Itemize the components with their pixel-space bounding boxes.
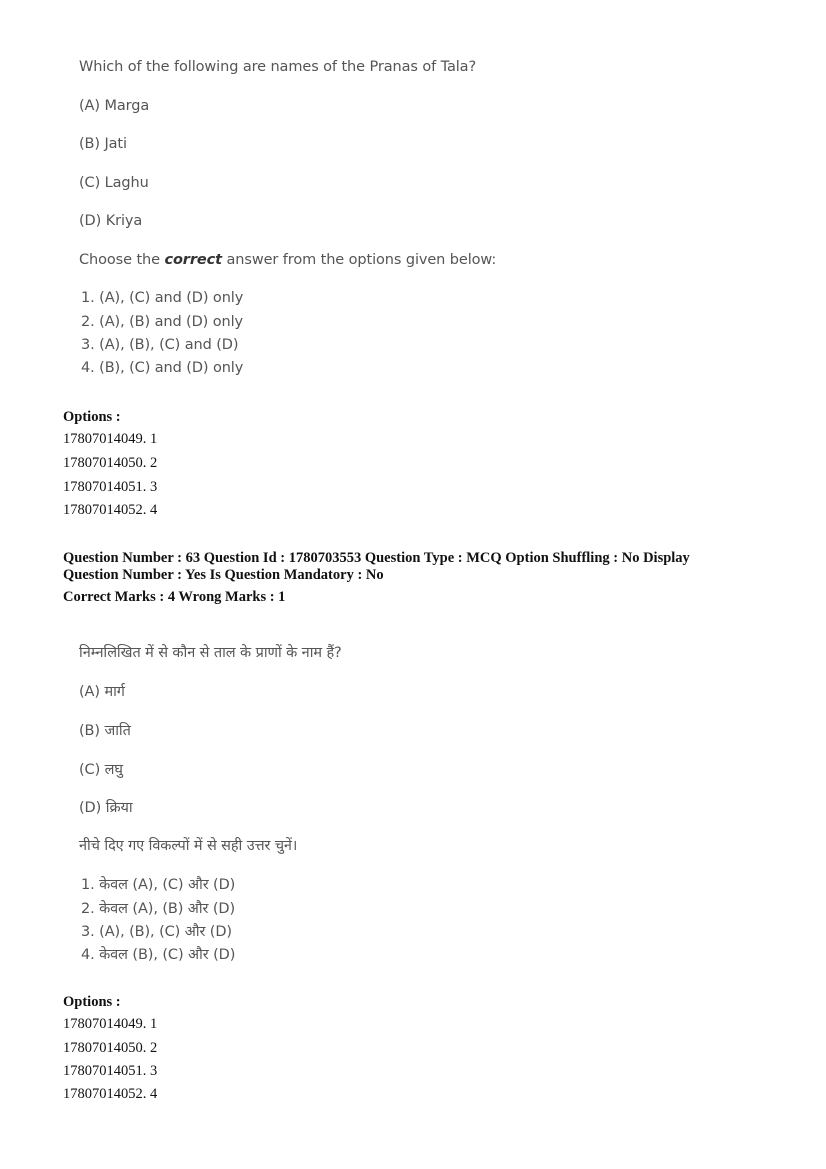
options-label: Options : <box>63 994 121 1010</box>
question-meta-line-2: Question Number : Yes Is Question Mandatory : No <box>63 567 384 583</box>
question-stem: Which of the following are names of the Pranas of Tala? <box>79 59 477 75</box>
choice-2: 2. केवल (A), (B) और (D) <box>81 901 236 917</box>
answer-instruction: नीचे दिए गए विकल्पों में से सही उत्तर चुनें। <box>79 838 298 854</box>
option-id-1: 17807014049. 1 <box>63 431 158 447</box>
answer-instruction <box>79 252 496 268</box>
choice-3: 3. (A), (B), (C) और (D) <box>81 924 232 940</box>
option-id-3: 17807014051. 3 <box>63 1063 158 1079</box>
marks-line: Correct Marks : 4 Wrong Marks : 1 <box>63 589 286 605</box>
choice-4: 4. केवल (B), (C) और (D) <box>81 947 236 963</box>
option-id-3: 17807014051. 3 <box>63 479 158 495</box>
option-id-4: 17807014052. 4 <box>63 1086 158 1102</box>
statement-a: (A) मार्ग <box>79 684 125 700</box>
instruction-pre: Choose the <box>79 252 165 268</box>
instruction-emphasis: correct <box>164 252 222 268</box>
statement-b: (B) जाति <box>79 723 131 739</box>
choice-1: 1. (A), (C) and (D) only <box>81 290 244 306</box>
options-label: Options : <box>63 409 121 425</box>
statement-a: (A) Marga <box>79 98 150 114</box>
statement-d: (D) क्रिया <box>79 800 133 816</box>
choice-4: 4. (B), (C) and (D) only <box>81 360 244 376</box>
question-stem: निम्नलिखित में से कौन से ताल के प्राणों के नाम हैं? <box>79 645 342 661</box>
statement-c: (C) लघु <box>79 762 123 778</box>
choice-2: 2. (A), (B) and (D) only <box>81 314 244 330</box>
option-id-2: 17807014050. 2 <box>63 1040 158 1056</box>
statement-b: (B) Jati <box>79 136 127 152</box>
statement-c: (C) Laghu <box>79 175 149 191</box>
option-id-2: 17807014050. 2 <box>63 455 158 471</box>
instruction-post: answer from the options given below: <box>221 252 497 268</box>
option-id-4: 17807014052. 4 <box>63 502 158 518</box>
statement-d: (D) Kriya <box>79 213 143 229</box>
question-meta-line-1: Question Number : 63 Question Id : 1780703553 Question Type : MCQ Option Shuffling : No Display <box>63 550 690 566</box>
choice-1: 1. केवल (A), (C) और (D) <box>81 877 236 893</box>
option-id-1: 17807014049. 1 <box>63 1016 158 1032</box>
choice-3: 3. (A), (B), (C) and (D) <box>81 337 239 353</box>
